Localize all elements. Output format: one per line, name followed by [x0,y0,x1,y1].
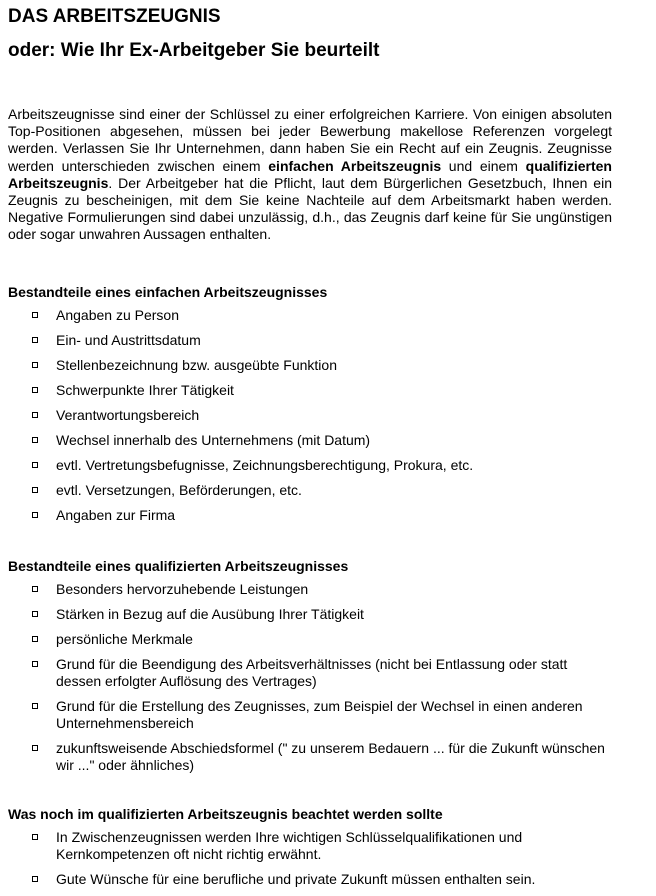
intro-bold-qualified: qualifizierten Arbeitszeugnis [8,157,612,191]
document-subtitle: oder: Wie Ihr Ex-Arbeitgeber Sie beurteilt [8,40,380,61]
list-simple [8,307,612,524]
intro-paragraph [8,106,612,244]
list-item [8,457,616,474]
list-item-text: zukunftsweisende Abschiedsformel (" zu unserem Bedauern ... für die Zukunft wünschen wir ..." oder ähnliches) [56,739,605,773]
list-item [8,357,616,374]
intro-bold-simple: einfachen Arbeitszeugnis [268,157,442,174]
list-notes [8,829,612,888]
list-item-text: Besonders hervorzuhebende Leistungen [56,580,309,597]
section-heading-simple: Bestandteile eines einfachen Arbeitszeugnisses [8,283,328,300]
square-bullet-icon [32,703,38,709]
list-item [8,606,616,623]
square-bullet-icon [32,387,38,393]
list-item [8,407,616,424]
intro-text-3: . Der Arbeitgeber hat die Pflicht, laut dem Bürgerlichen Gesetzbuch, Ihnen ein Zeugnis zu bescheinigen, mit dem Sie keine Nachteile auf dem Arbeitsmarkt haben werden. Negative Formulierungen sind dabei unzulässig, d.h., das Zeugnis darf keine für Sie ungünstigen oder sogar unwahren Aussagen enthalten. [8,174,612,243]
list-item-text: Verantwortungsbereich [56,406,200,423]
square-bullet-icon [32,437,38,443]
square-bullet-icon [32,362,38,368]
square-bullet-icon [32,586,38,592]
list-item [8,581,616,598]
list-item-text: Angaben zur Firma [56,506,176,523]
document-page [8,4,612,896]
list-item-text: persönliche Merkmale [56,630,193,647]
square-bullet-icon [32,487,38,493]
square-bullet-icon [32,462,38,468]
square-bullet-icon [32,512,38,518]
square-bullet-icon [32,661,38,667]
list-item-text: Grund für die Beendigung des Arbeitsverhältnisses (nicht bei Entlassung oder statt dessen erfolgter Auflösung des Vertrages) [56,655,568,689]
square-bullet-icon [32,636,38,642]
list-item [8,631,616,648]
list-item [8,829,616,863]
list-item [8,871,616,888]
list-item-text: Stellenbezeichnung bzw. ausgeübte Funktion [56,356,337,373]
section-heading-qualified: Bestandteile eines qualifizierten Arbeitszeugnisses [8,557,349,574]
list-item [8,698,616,732]
list-item [8,507,616,524]
square-bullet-icon [32,337,38,343]
list-item [8,432,616,449]
list-item [8,482,616,499]
list-item-text: Angaben zu Person [56,306,179,323]
list-item-text: Gute Wünsche für eine berufliche und private Zukunft müssen enthalten sein. [56,870,536,887]
square-bullet-icon [32,312,38,318]
intro-text-2: und einem [441,157,526,174]
list-item-text: Ein- und Austrittsdatum [56,331,201,348]
square-bullet-icon [32,834,38,840]
square-bullet-icon [32,412,38,418]
list-item-text: Grund für die Erstellung des Zeugnisses, zum Beispiel der Wechsel in einen anderen Unternehmensbereich [56,697,583,731]
document-title: DAS ARBEITSZEUGNIS [8,6,221,27]
list-item-text: evtl. Versetzungen, Beförderungen, etc. [56,481,302,498]
list-qualified [8,581,612,774]
list-item [8,332,616,349]
list-item-text: In Zwischenzeugnissen werden Ihre wichtigen Schlüsselqualifikationen und Kernkompetenzen oft nicht richtig erwähnt. [56,828,523,862]
list-item [8,307,616,324]
list-item-text: Stärken in Bezug auf die Ausübung Ihrer Tätigkeit [56,605,364,622]
square-bullet-icon [32,745,38,751]
list-item [8,656,616,690]
intro-text-1: Arbeitszeugnisse sind einer der Schlüssel zu einer erfolgreichen Karriere. Von einigen absoluten Top-Positionen abgesehen, müssen bei jeder Bewerbung makellose Referenzen vorgelegt werden. Verlassen Sie Ihr Unternehmen, dann haben Sie ein Recht auf ein Zeugnis. Zeugnisse werden unterschieden zwischen einem [8,106,612,174]
section-heading-notes: Was noch im qualifizierten Arbeitszeugnis beachtet werden sollte [8,805,443,822]
list-item [8,740,616,774]
square-bullet-icon [32,611,38,617]
list-item-text: Schwerpunkte Ihrer Tätigkeit [56,381,234,398]
list-item-text: Wechsel innerhalb des Unternehmens (mit Datum) [56,431,371,448]
list-item [8,382,616,399]
list-item-text: evtl. Vertretungsbefugnisse, Zeichnungsberechtigung, Prokura, etc. [56,456,474,473]
